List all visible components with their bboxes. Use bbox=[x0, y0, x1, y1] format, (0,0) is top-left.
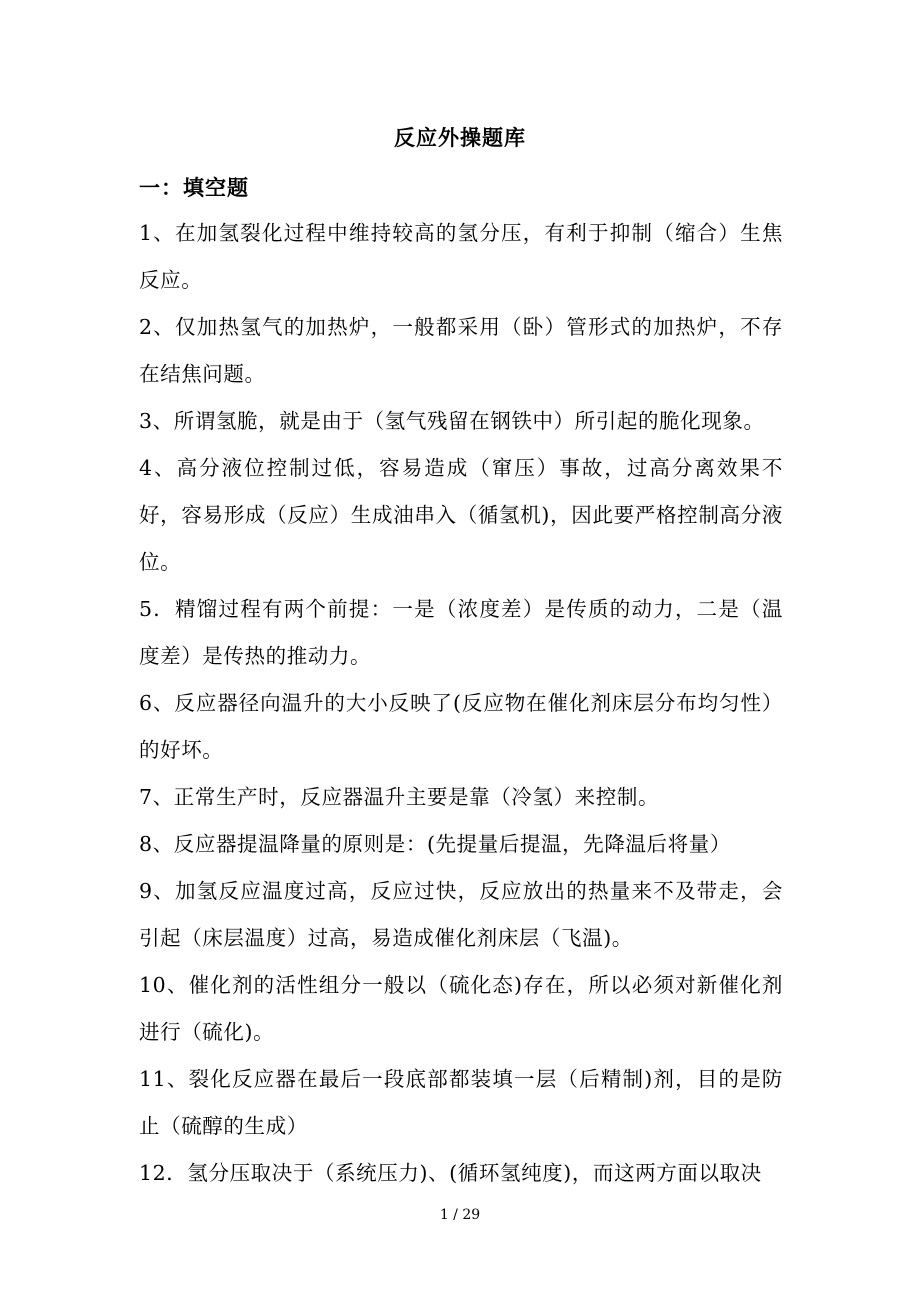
question-list bbox=[139, 210, 783, 1197]
question-9: 9、加氢反应温度过高，反应过快，反应放出的热量来不及带走，会引起（床层温度）过高，易造成催化剂床层（飞温)。 bbox=[139, 879, 783, 950]
question-1: 1、在加氢裂化过程中维持较高的氢分压，有利于抑制（缩合）生焦反应。 bbox=[139, 221, 783, 292]
question-6: 6、反应器径向温升的大小反映了(反应物在催化剂床层分布均匀性）的好坏。 bbox=[139, 691, 783, 762]
question-8: 8、反应器提温降量的原则是：(先提量后提温，先降温后将量） bbox=[139, 832, 731, 856]
question-3: 3、所谓氢脆，就是由于（氢气残留在钢铁中）所引起的脆化现象。 bbox=[139, 409, 765, 433]
question-7: 7、正常生产时，反应器温升主要是靠（冷氢）来控制。 bbox=[139, 785, 660, 809]
section-heading: 一：填空题 bbox=[139, 175, 249, 200]
document-title: 反应外操题库 bbox=[394, 125, 526, 150]
question-2: 2、仅加热氢气的加热炉，一般都采用（卧）管形式的加热炉，不存在结焦问题。 bbox=[139, 315, 783, 386]
question-11: 11、裂化反应器在最后一段底部都装填一层（后精制)剂，目的是防止（硫醇的生成） bbox=[139, 1067, 783, 1138]
question-4: 4、高分液位控制过低，容易造成（窜压）事故，过高分离效果不好，容易形成（反应）生成油串入（循氢机)，因此要严格控制高分液位。 bbox=[139, 456, 783, 574]
question-12: 12．氢分压取决于（系统压力)、(循环氢纯度)，而这两方面以取决 bbox=[139, 1161, 762, 1185]
question-5: 5．精馏过程有两个前提：一是（浓度差）是传质的动力，二是（温度差）是传热的推动力。 bbox=[139, 597, 783, 668]
question-10: 10、催化剂的活性组分一般以（硫化态)存在，所以必须对新催化剂进行（硫化)。 bbox=[139, 973, 783, 1044]
page-number: 1 / 29 bbox=[439, 1207, 481, 1223]
